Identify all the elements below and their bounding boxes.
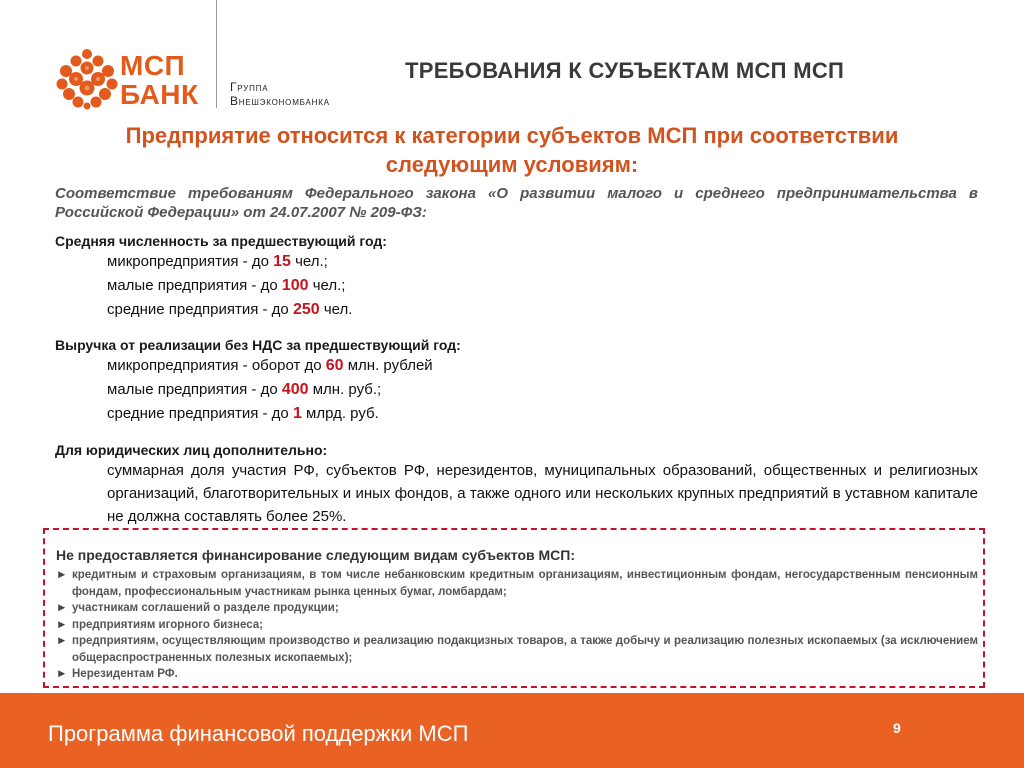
headcount-section xyxy=(55,232,978,322)
item-value: 250 xyxy=(292,301,320,318)
item-unit: чел.; xyxy=(308,277,346,294)
item-text: средние предприятия - до xyxy=(107,301,293,318)
item-text: микропредприятия - оборот до xyxy=(107,357,326,374)
headcount-item xyxy=(55,250,978,274)
list-item xyxy=(56,617,978,634)
subtitle-line2: следующим условиям: xyxy=(385,152,639,177)
item-value: 15 xyxy=(273,253,291,270)
page-title: ТРЕБОВАНИЯ К СУБЪЕКТАМ МСП МСП xyxy=(405,58,845,83)
footer-bar xyxy=(0,693,1024,768)
logo-name xyxy=(120,51,199,109)
exclusions-list xyxy=(56,567,978,683)
logo-name-line1: МСП xyxy=(120,50,186,81)
list-item-text: участникам соглашений о разделе продукции; xyxy=(72,602,339,614)
legal-heading: Для юридических лиц дополнительно: xyxy=(55,442,328,458)
logo-name-line2: БАНК xyxy=(120,79,199,110)
list-item xyxy=(56,567,978,600)
item-text: средние предприятия - до xyxy=(107,405,293,422)
bank-logo-icon xyxy=(56,48,118,110)
slide-subtitle xyxy=(40,121,984,179)
exclusions-heading: Не предоставляется финансирование следующим видам субъектов МСП: xyxy=(56,547,575,563)
revenue-heading: Выручка от реализации без НДС за предшествующий год: xyxy=(55,337,461,353)
item-value: 60 xyxy=(325,357,344,374)
item-value: 100 xyxy=(281,277,309,294)
item-unit: чел. xyxy=(319,301,353,318)
list-item-text: Нерезидентам РФ. xyxy=(72,668,178,680)
group-caption-line2: Внешэкономбанка xyxy=(230,94,330,108)
subtitle-line1: Предприятие относится к категории субъектов МСП при соответствии xyxy=(125,123,899,148)
revenue-item xyxy=(55,402,978,426)
item-value: 1 xyxy=(292,405,302,422)
triangle-bullet-icon: ► xyxy=(56,668,68,680)
header-divider xyxy=(216,0,217,108)
list-item-text: кредитным и страховым организациям, в том числе небанковским кредитным организациям, инвестиционным фондам, негосударственным пенсионным фондам, профессиональным участникам рынка ценных бумаг, ломбардам; xyxy=(72,569,978,598)
list-item xyxy=(56,666,978,683)
list-item-text: предприятиям, осуществляющим производство и реализацию подакцизных товаров, а также добычу и реализацию полезных ископаемых (за исключением общераспространенных полезных ископаемых); xyxy=(72,635,978,664)
revenue-item xyxy=(55,378,978,402)
group-caption xyxy=(230,80,330,108)
page-number: 9 xyxy=(893,720,901,736)
triangle-bullet-icon: ► xyxy=(56,602,68,614)
revenue-item xyxy=(55,354,978,378)
footer-program-title: Программа финансовой поддержки МСП xyxy=(48,721,469,746)
item-text: микропредприятия - до xyxy=(107,253,274,270)
triangle-bullet-icon: ► xyxy=(56,635,68,647)
item-unit: млрд. руб. xyxy=(301,405,379,422)
item-unit: млн. руб.; xyxy=(308,381,382,398)
triangle-bullet-icon: ► xyxy=(56,618,68,631)
legal-entities-section xyxy=(55,441,978,528)
list-item xyxy=(56,600,978,617)
list-item-text: предприятиям игорного бизнеса; xyxy=(72,618,263,631)
item-unit: млн. рублей xyxy=(343,357,433,374)
headcount-heading: Средняя численность за предшествующий год: xyxy=(55,233,387,249)
item-value: 400 xyxy=(281,381,309,398)
item-text: малые предприятия - до xyxy=(107,381,282,398)
law-reference: Соответствие требованиям Федерального закона «О развитии малого и среднего предпринимательства в Российской Федерации» от 24.07.2007 № 209-ФЗ: xyxy=(55,185,978,221)
item-text: малые предприятия - до xyxy=(107,277,282,294)
legal-text: суммарная доля участия РФ, субъектов РФ, нерезидентов, муниципальных образований, общественных и религиозных организаций, благотворительных и иных фондов, а также одного или нескольких крупных предприятий в уставном капитале не должна составлять более 25%. xyxy=(107,462,978,525)
item-unit: чел.; xyxy=(290,253,328,270)
triangle-bullet-icon: ► xyxy=(56,569,68,581)
revenue-section xyxy=(55,336,978,426)
headcount-item xyxy=(55,274,978,298)
headcount-item xyxy=(55,298,978,322)
group-caption-line1: Группа xyxy=(230,80,269,94)
list-item xyxy=(56,633,978,666)
